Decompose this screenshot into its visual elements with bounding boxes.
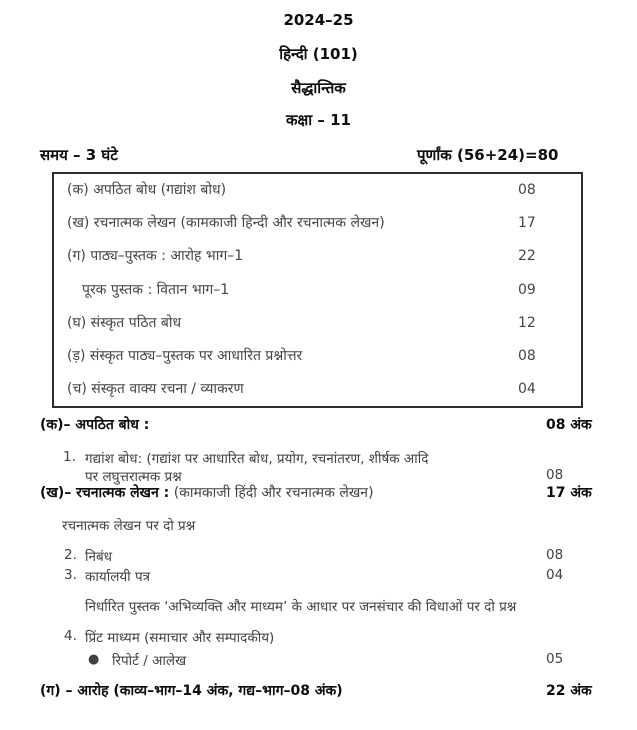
item-3-marks: 04 <box>546 567 564 583</box>
bullet-icon: ● <box>88 652 100 667</box>
section-b-note: निर्धारित पुस्तक ‘अभिव्यक्ति और माध्यम’ के आधार पर जनसंचार की विधाओं पर दो प्रश्न <box>85 599 517 615</box>
item-4-number: 4. <box>64 628 77 644</box>
item-3-text: कार्यालयी पत्र <box>85 569 151 585</box>
summary-row <box>54 174 581 207</box>
section-c-heading: (ग) – आरोह (काव्य–भाग–14 अंक, गद्य–भाग–08 अंक) <box>40 683 343 699</box>
item-2-number: 2. <box>64 547 77 563</box>
summary-row-marks: 12 <box>518 314 536 331</box>
bullet-item-text: रिपोर्ट / आलेख <box>112 653 187 669</box>
subject-title: हिन्दी (101) <box>279 45 358 63</box>
summary-row-label: (क) अपठित बोध (गद्यांश बोध) <box>67 182 227 198</box>
section-c-marks: 22 अंक <box>546 683 592 699</box>
section-b-heading <box>40 483 374 502</box>
class-title: कक्षा – 11 <box>286 111 351 129</box>
summary-row-marks: 08 <box>518 347 536 364</box>
summary-row-label: (ड़) संस्कृत पाठ्य–पुस्तक पर आधारित प्रश्नोत्तर <box>67 347 303 364</box>
summary-row-marks: 22 <box>518 248 536 265</box>
summary-row-label: (ख) रचनात्मक लेखन (कामकाजी हिन्दी और रचनात्मक लेखन) <box>67 215 385 232</box>
bullet-item-marks: 05 <box>546 651 564 667</box>
item-1-line2: पर लघुत्तरात्मक प्रश्न <box>85 469 182 485</box>
summary-row-marks: 17 <box>518 215 536 232</box>
summary-row-label: पूरक पुस्तक : वितान भाग–1 <box>82 281 230 298</box>
section-a-marks: 08 अंक <box>546 417 592 433</box>
max-marks: पूर्णांक (56+24)=80 <box>417 146 559 164</box>
time-allowed: समय – 3 घंटे <box>40 146 118 164</box>
marks-summary-table <box>52 172 583 408</box>
item-2-marks: 08 <box>546 547 564 563</box>
summary-row <box>54 307 581 340</box>
item-4-text: प्रिंट माध्यम (समाचार और सम्पादकीय) <box>85 630 275 646</box>
section-b-heading-rest: (कामकाजी हिंदी और रचनात्मक लेखन) <box>173 485 374 501</box>
item-3-number: 3. <box>64 567 77 583</box>
summary-row <box>54 274 581 307</box>
section-a-heading: (क)– अपठित बोध : <box>40 417 150 433</box>
session-year: 2024–25 <box>283 11 354 29</box>
summary-row-marks: 09 <box>518 281 536 298</box>
summary-row <box>54 207 581 240</box>
section-b-intro: रचनात्मक लेखन पर दो प्रश्न <box>62 518 196 534</box>
section-b-marks: 17 अंक <box>546 485 592 501</box>
summary-row <box>54 240 581 273</box>
item-1-line1: गद्यांश बोध: (गद्यांश पर आधारित बोध, प्रयोग, रचनांतरण, शीर्षक आदि <box>85 451 429 467</box>
item-2-text: निबंध <box>85 549 112 565</box>
summary-row-label: (ग) पाठ्य–पुस्तक : आरोह भाग–1 <box>67 248 244 265</box>
summary-row-label: (च) संस्कृत वाक्य रचना / व्याकरण <box>67 381 244 398</box>
section-b-heading-bold: (ख)– रचनात्मक लेखन : <box>40 485 170 501</box>
summary-row-label: (घ) संस्कृत पठित बोध <box>67 314 182 331</box>
item-1-number: 1. <box>63 449 76 465</box>
summary-row-marks: 04 <box>518 381 536 398</box>
paper-type: सैद्धान्तिक <box>291 79 346 97</box>
summary-row <box>54 373 581 406</box>
item-1-marks: 08 <box>546 467 564 483</box>
summary-row-marks: 08 <box>518 182 536 198</box>
summary-row <box>54 340 581 373</box>
